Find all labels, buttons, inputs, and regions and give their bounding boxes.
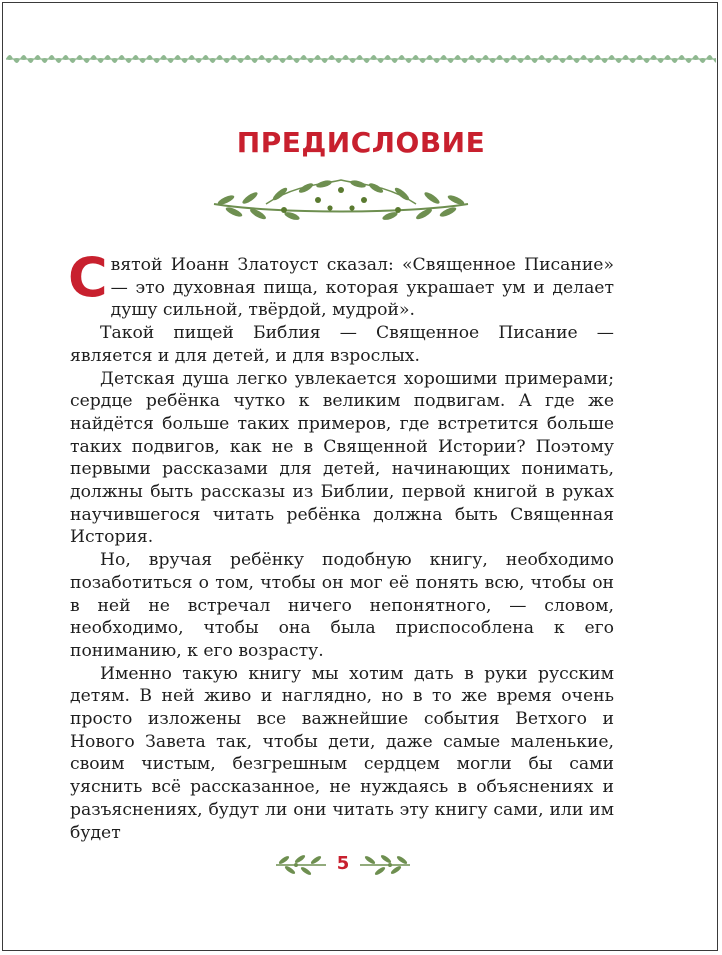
footer-ornament	[0, 848, 722, 882]
paragraph-5: Именно такую книгу мы хотим дать в руки русским детям. В ней живо и наглядно, но в то же время очень просто изложены все важнейшие события Ветхого и Нового Завета так, чтобы дети, даже самые маленькие, своим чистым, безгрешным сердцем могли бы сами уяснить всё рассказанное, не нуждаясь в объяснениях и разъяснениях, будут ли они читать эту книгу сами, или им будет	[70, 663, 614, 843]
drop-cap: С	[68, 246, 108, 309]
page-number: 5	[336, 853, 350, 874]
paragraph-2: Такой пищей Библия — Священное Писание — является и для детей, и для взрослых.	[70, 323, 614, 366]
paragraph-1: Святой Иоанн Златоуст сказал: «Священное Писание» — это духовная пища, которая украшает ум и делает душу сильной, твёрдой, мудрой».	[68, 246, 614, 321]
top-leaf-border	[6, 48, 716, 70]
preface-text	[68, 246, 614, 844]
page-title: ПРЕДИСЛОВИЕ	[236, 126, 486, 159]
olive-branch-ornament	[206, 176, 476, 226]
paragraph-4: Но, вручая ребёнку подобную книгу, необходимо позаботиться о том, чтобы он мог её понять всю, чтобы он в ней не встречал ничего непонятного, — словом, необходимо, чтобы она была приспособлена к его пониманию, к его возрасту.	[70, 550, 614, 661]
paragraph-3: Детская душа легко увлекается хорошими примерами; сердце ребёнка чутко к великим подвигам. А где же найдётся больше таких примеров, где встретится больше таких подвигов, как не в Священной Истории? Поэтому первыми рассказами для детей, начинающих понимать, должны быть рассказы из Библии, первой книгой в руках научившегося читать ребёнка должна быть Священная История.	[70, 368, 614, 548]
